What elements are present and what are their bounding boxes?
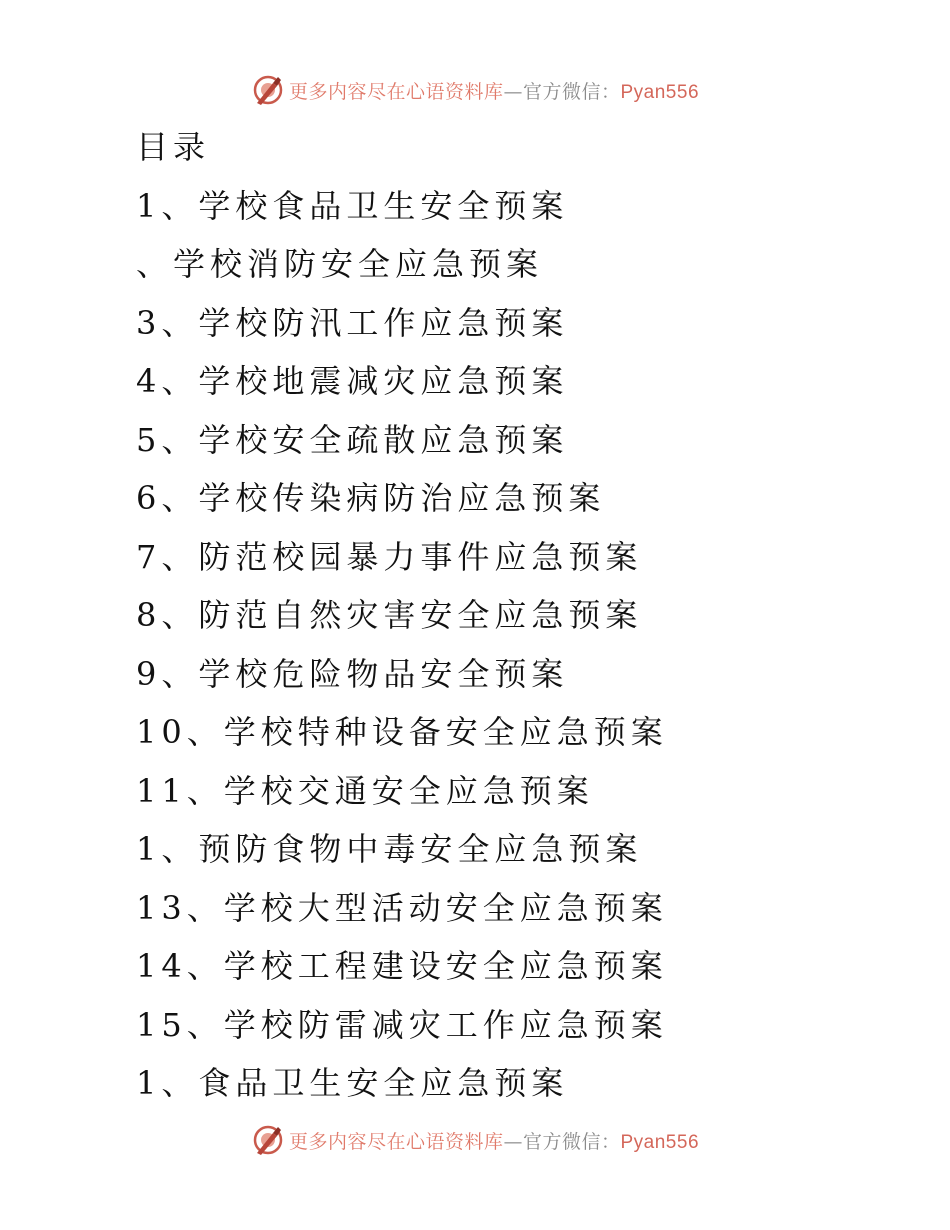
watermark-brand: 更多内容尽在心语资料库	[288, 80, 504, 103]
toc-item: 7、防范校园暴力事件应急预案	[136, 537, 643, 576]
footer-watermark	[0, 1118, 950, 1162]
header-watermark	[0, 68, 950, 112]
toc-item: 3、学校防汛工作应急预案	[136, 303, 569, 342]
watermark-official-label: 官方微信：	[522, 80, 621, 103]
toc-item: 、学校消防安全应急预案	[136, 245, 544, 283]
toc-title: 目录	[136, 128, 211, 166]
toc-item: 1、预防食物中毒安全应急预案	[136, 830, 643, 868]
toc-item: 11、学校交通安全应急预案	[136, 771, 594, 810]
toc-item: 6、学校传染病防治应急预案	[136, 479, 606, 517]
toc-item: 1、学校食品卫生安全预案	[136, 186, 569, 225]
watermark-text	[289, 77, 699, 104]
watermark-wechat-id: Pyan556	[620, 1131, 700, 1153]
toc-item: 14、学校工程建设安全应急预案	[136, 947, 668, 985]
toc-item: 9、学校危险物品安全预案	[136, 654, 569, 693]
watermark-official-label: 官方微信：	[522, 1130, 621, 1153]
watermark-wechat-id: Pyan556	[620, 81, 700, 103]
toc-item: 15、学校防雷减灾工作应急预案	[136, 1005, 668, 1044]
toc-item: 5、学校安全疏散应急预案	[136, 420, 569, 459]
toc-item: 1、食品卫生安全应急预案	[136, 1064, 569, 1102]
watermark-text	[289, 1127, 699, 1154]
toc-item: 10、学校特种设备安全应急预案	[136, 713, 668, 751]
pen-seal-logo-icon	[251, 1123, 285, 1157]
table-of-contents	[136, 118, 916, 1113]
watermark-brand: 更多内容尽在心语资料库	[288, 1130, 504, 1153]
watermark-separator: —	[503, 80, 523, 103]
toc-item: 8、防范自然灾害安全应急预案	[136, 596, 643, 634]
pen-seal-logo-icon	[251, 73, 285, 107]
toc-item: 4、学校地震减灾应急预案	[136, 362, 569, 400]
toc-item: 13、学校大型活动安全应急预案	[136, 888, 668, 927]
watermark-separator: —	[503, 1130, 523, 1153]
